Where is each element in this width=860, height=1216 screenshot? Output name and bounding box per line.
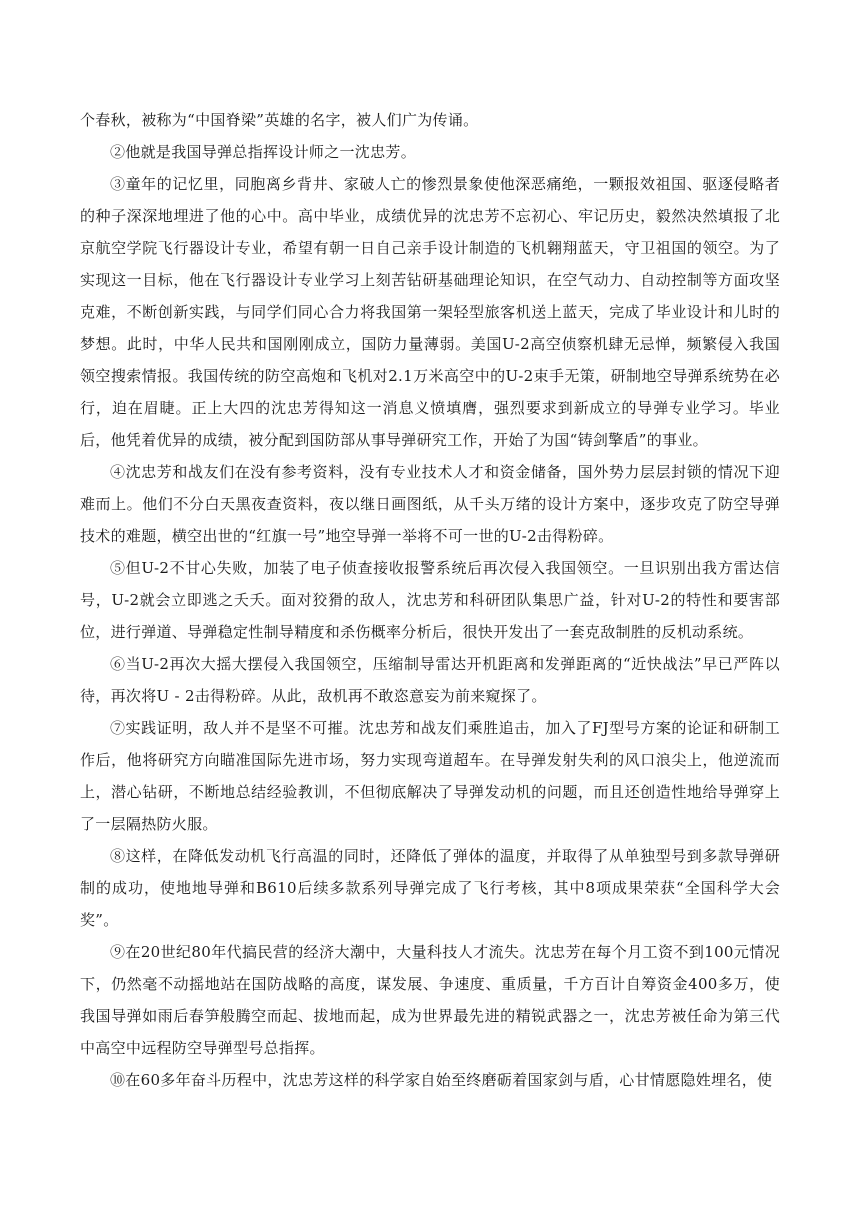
article-body (80, 104, 780, 1096)
paragraph-7: ⑦实践证明，敌人并不是坚不可摧。沈忠芳和战友们乘胜追击，加入了FJ型号方案的论证和研制工作后，他将研究方向瞄准国际先进市场，努力实现弯道超车。在导弹发射失利的风口浪尖上，他逆流而上，潜心钻研，不断地总结经验教训，不但彻底解决了导弹发动机的问题，而且还创造性地给导弹穿上了一层隔热防火服。 (80, 719, 780, 833)
paragraph-4: ④沈忠芳和战友们在没有参考资料，没有专业技术人才和资金储备，国外势力层层封锁的情况下迎难而上。他们不分白天黑夜查资料，夜以继日画图纸，从千头万绪的设计方案中，逐步攻克了防空导弹技术的难题，横空出世的“红旗一号”地空导弹一举将不可一世的U-2击得粉碎。 (80, 463, 780, 545)
paragraph-6: ⑥当U-2再次大摇大摆侵入我国领空，压缩制导雷达开机距离和发弹距离的“近快战法”早已严阵以待，再次将U - 2击得粉碎。从此，敌机再不敢恣意妄为前来窥探了。 (80, 655, 780, 705)
paragraph-8: ⑧这样，在降低发动机飞行高温的同时，还降低了弹体的温度，并取得了从单独型号到多款导弹研制的成功，使地地导弹和B610后续多款系列导弹完成了飞行考核，其中8项成果荣获“全国科学大会奖”。 (80, 847, 780, 929)
paragraph-2: ②他就是我国导弹总指挥设计师之一沈忠芳。 (110, 143, 417, 161)
paragraph-3: ③童年的记忆里，同胞离乡背井、家破人亡的惨烈景象使他深恶痛绝，一颗报效祖国、驱逐侵略者的种子深深地埋进了他的心中。高中毕业，成绩优异的沈忠芳不忘初心、牢记历史，毅然决然填报了北京航空学院飞行器设计专业，希望有朝一日自己亲手设计制造的飞机翱翔蓝天，守卫祖国的领空。为了实现这一目标，他在飞行器设计专业学习上刻苦钻研基础理论知识，在空气动力、自动控制等方面攻坚克难，不断创新实践，与同学们同心合力将我国第一架轻型旅客机送上蓝天，完成了毕业设计和儿时的梦想。此时，中华人民共和国刚刚成立，国防力量薄弱。美国U-2高空侦察机肆无忌惮，频繁侵入我国领空搜索情报。我国传统的防空高炮和飞机对2.1万米高空中的U-2束手无策，研制地空导弹系统势在必行，迫在眉睫。正上大四的沈忠芳得知这一消息义愤填膺，强烈要求到新成立的导弹专业学习。毕业后，他凭着优异的成绩，被分配到国防部从事导弹研究工作，开始了为国“铸剑擎盾”的事业。 (80, 175, 780, 449)
paragraph-9: ⑨在20世纪80年代搞民营的经济大潮中，大量科技人才流失。沈忠芳在每个月工资不到100元情况下，仍然毫不动摇地站在国防战略的高度，谋发展、争速度、重质量，千方百计自筹资金400多万，使我国导弹如雨后春笋般腾空而起、拔地而起，成为世界最先进的精锐武器之一，沈忠芳被任命为第三代中高空中远程防空导弹型号总指挥。 (80, 943, 780, 1057)
paragraph-10: ⑩在60多年奋斗历程中，沈忠芳这样的科学家自始至终磨砺着国家剑与盾，心甘情愿隐姓埋名，使 (110, 1071, 773, 1089)
paragraph-1: 个春秋，被称为“中国脊梁”英雄的名字，被人们广为传诵。 (80, 111, 479, 129)
paragraph-5: ⑤但U-2不甘心失败，加装了电子侦查接收报警系统后再次侵入我国领空。一旦识别出我方雷达信号，U-2就会立即逃之夭夭。面对狡猾的敌人，沈忠芳和科研团队集思广益，针对U-2的特性和要害部位，进行弹道、导弹稳定性制导精度和杀伤概率分析后，很快开发出了一套克敌制胜的反机动系统。 (80, 559, 780, 641)
